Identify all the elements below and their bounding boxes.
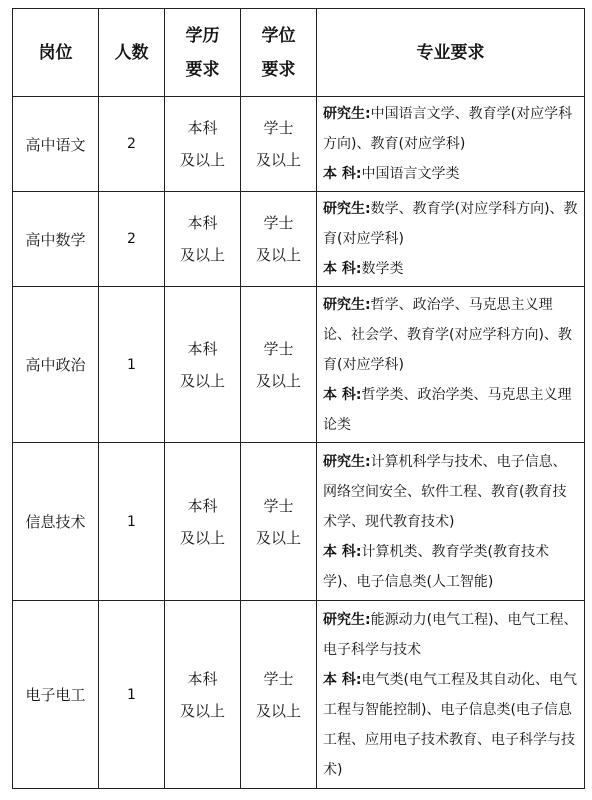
cell-degree-line1: 学士	[263, 119, 294, 137]
cell-count: 2	[99, 192, 165, 287]
header-row	[13, 9, 585, 97]
header-education-line1: 学历	[185, 25, 220, 46]
major-undergraduate	[323, 537, 578, 597]
undergraduate-label: 本 科:	[323, 671, 362, 688]
undergraduate-label: 本 科:	[323, 386, 362, 403]
graduate-text: 哲学、政治学、马克思主义理论、社会学、教育学(对应学科方向)、教育(对应学科)	[323, 296, 572, 373]
cell-education	[165, 287, 241, 443]
cell-education-line1: 本科	[187, 339, 218, 358]
cell-degree-line1: 学士	[263, 214, 294, 232]
undergraduate-text: 数学类	[361, 261, 404, 277]
cell-degree	[241, 287, 317, 443]
table-row	[13, 443, 585, 601]
graduate-label: 研究生:	[323, 106, 371, 122]
cell-education-line1: 本科	[187, 669, 218, 688]
cell-degree-line2: 及以上	[255, 528, 301, 547]
cell-degree-line1: 学士	[263, 339, 294, 358]
cell-education-line1: 本科	[187, 496, 218, 515]
cell-education	[165, 443, 241, 601]
cell-education	[165, 97, 241, 192]
cell-major	[317, 601, 585, 789]
table-row	[13, 192, 585, 287]
cell-education-line2: 及以上	[179, 151, 225, 169]
header-degree-line1: 学位	[261, 25, 296, 46]
graduate-text: 中国语言文学、教育学(对应学科方向)、教育(对应学科)	[323, 106, 573, 152]
table-row	[13, 601, 585, 789]
undergraduate-label: 本 科:	[323, 543, 362, 560]
recruitment-table	[12, 8, 585, 789]
header-major: 专业要求	[317, 9, 585, 97]
cell-degree-line1: 学士	[263, 669, 294, 688]
major-graduate	[323, 447, 578, 537]
cell-position: 高中语文	[13, 97, 99, 192]
undergraduate-label: 本 科:	[323, 166, 362, 182]
cell-position: 高中政治	[13, 287, 99, 443]
cell-degree	[241, 192, 317, 287]
table-row	[13, 287, 585, 443]
cell-count: 1	[99, 601, 165, 789]
cell-education-line2: 及以上	[179, 701, 225, 720]
cell-degree-line2: 及以上	[255, 701, 301, 720]
cell-degree-line2: 及以上	[255, 371, 301, 390]
cell-degree-line2: 及以上	[255, 151, 301, 169]
undergraduate-text: 计算机类、教育学类(教育技术学)、电子信息类(人工智能)	[323, 543, 549, 590]
graduate-label: 研究生:	[323, 453, 371, 470]
major-graduate	[323, 290, 578, 380]
undergraduate-label: 本 科:	[323, 261, 362, 277]
cell-degree	[241, 443, 317, 601]
major-undergraduate	[323, 254, 578, 284]
major-graduate	[323, 194, 578, 254]
major-undergraduate	[323, 380, 578, 440]
graduate-text: 能源动力(电气工程)、电气工程、电子科学与技术	[323, 611, 578, 658]
cell-degree	[241, 97, 317, 192]
header-degree-line2: 要求	[261, 59, 296, 80]
cell-position: 电子电工	[13, 601, 99, 789]
cell-major	[317, 97, 585, 192]
graduate-text: 计算机科学与技术、电子信息、网络空间安全、软件工程、教育(教育技术学、现代教育技术)	[323, 453, 567, 530]
cell-education	[165, 601, 241, 789]
graduate-text: 数学、教育学(对应学科方向)、教育(对应学科)	[323, 201, 578, 247]
major-graduate	[323, 99, 578, 159]
cell-major	[317, 192, 585, 287]
cell-degree-line1: 学士	[263, 496, 294, 515]
graduate-label: 研究生:	[323, 611, 371, 628]
header-education	[165, 9, 241, 97]
major-undergraduate	[323, 159, 578, 189]
table-row	[13, 97, 585, 192]
cell-count: 1	[99, 443, 165, 601]
cell-major	[317, 443, 585, 601]
header-count: 人数	[99, 9, 165, 97]
cell-count: 1	[99, 287, 165, 443]
recruitment-table-wrapper	[12, 8, 584, 789]
cell-education-line1: 本科	[187, 119, 218, 137]
cell-degree	[241, 601, 317, 789]
cell-count: 2	[99, 97, 165, 192]
cell-major	[317, 287, 585, 443]
graduate-label: 研究生:	[323, 201, 371, 217]
undergraduate-text: 中国语言文学类	[361, 166, 460, 182]
graduate-label: 研究生:	[323, 296, 371, 313]
undergraduate-text: 哲学类、政治学类、马克思主义理论类	[323, 386, 572, 433]
cell-position: 高中数学	[13, 192, 99, 287]
header-position: 岗位	[13, 9, 99, 97]
cell-degree-line2: 及以上	[255, 246, 301, 264]
cell-education-line2: 及以上	[179, 371, 225, 390]
header-education-line2: 要求	[185, 59, 220, 80]
cell-education-line2: 及以上	[179, 528, 225, 547]
cell-position: 信息技术	[13, 443, 99, 601]
major-undergraduate	[323, 665, 578, 785]
cell-education-line1: 本科	[187, 214, 218, 232]
cell-education	[165, 192, 241, 287]
cell-education-line2: 及以上	[179, 246, 225, 264]
major-graduate	[323, 605, 578, 665]
header-degree	[241, 9, 317, 97]
undergraduate-text: 电气类(电气工程及其自动化、电气工程与智能控制)、电子信息类(电子信息工程、应用电子技术教育、电子科学与技术)	[323, 671, 577, 778]
